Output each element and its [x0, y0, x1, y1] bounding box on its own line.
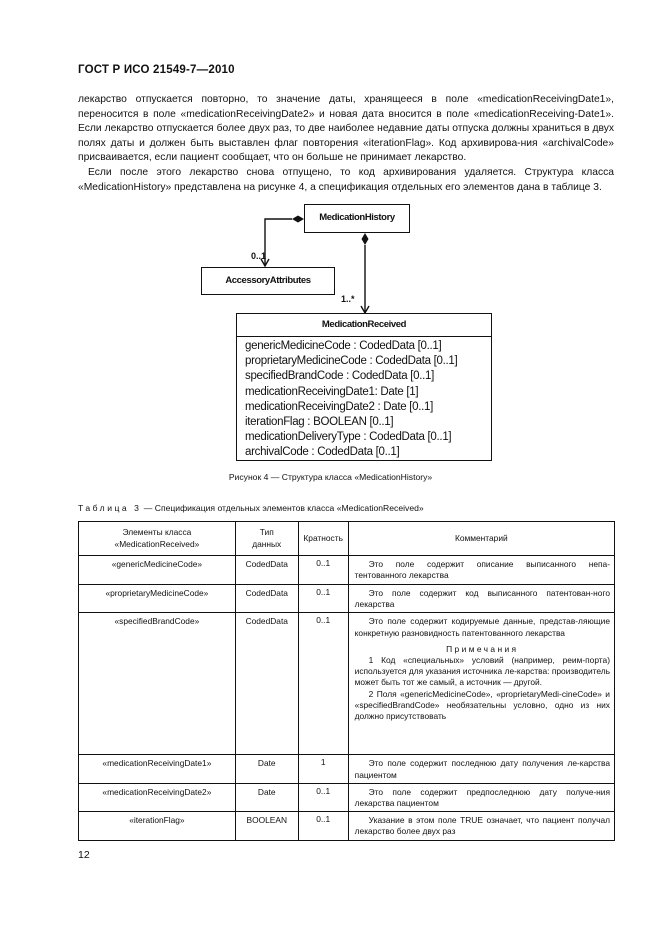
- figure-caption: Рисунок 4 — Структура класса «MedicationHistory»: [228, 472, 433, 482]
- table-row: [79, 755, 615, 783]
- aggregation-diamond-icon: [362, 233, 369, 245]
- class-medication-received: [236, 313, 492, 461]
- cell-element: «proprietaryMedicineCode»: [79, 585, 236, 613]
- class-title: MedicationHistory: [319, 212, 395, 223]
- table-header-row: [79, 522, 615, 556]
- table-row: [79, 585, 615, 613]
- paragraph-1: лекарство отпускается повторно, то значение даты, хранящееся в поле «medicationReceivingDate1», переносится в поле «medicationReceivingDate2» и новая дата вносится в поле «medicationReceiving-Date1». Если лекарство отпускается более двух раз, то две наиболее недавние даты отпуска должны храниться в двух полях даты и должен быть выставлен флаг повторения «iterationFlag». Код архивирова-ния «archivalCode» присваивается, если пациент сообщает, что он больше не принимает лекарство.: [78, 94, 614, 164]
- cell-comment: Это поле содержит последнюю дату получения ле-карства пациентом: [348, 755, 614, 783]
- cell-multiplicity: 0..1: [298, 812, 348, 840]
- cell-multiplicity: 1: [298, 755, 348, 783]
- cell-element: «iterationFlag»: [79, 812, 236, 840]
- cell-comment: Это поле содержит кодируемые данные, представ-ляющие конкретную разновидность патентованного лекарства Примечания 1 Код «специальных» условий (например, реим-порта) используется для указания источника ле-карства: производитель может быть тот же самый, а источник — другой. 2 Поля «genericMedicineCode», «proprietaryMedi-cineCode» и «specifiedBrandCode» необязательны условно, одно из них должно присутствовать: [348, 613, 614, 755]
- note-1: 1 Код «специальных» условий (например, реим-порта) используется для указания источника ле-карства: производитель может быть тот же самый, а источник — другой.: [354, 655, 610, 688]
- cell-multiplicity: 0..1: [298, 556, 348, 585]
- cell-comment: Это поле содержит код выписанного патентован-ного лекарства: [348, 585, 614, 613]
- document-header: ГОСТ Р ИСО 21549-7—2010: [78, 64, 235, 76]
- cell-multiplicity: 0..1: [298, 783, 348, 811]
- table-number: Таблица 3: [78, 503, 142, 513]
- cell-type: Date: [235, 755, 298, 783]
- header-type: Тип данных: [235, 522, 298, 556]
- attribute: medicationReceivingDate1: Date [1]: [245, 385, 419, 398]
- table-row: [79, 613, 615, 755]
- cell-element: «medicationReceivingDate2»: [79, 783, 236, 811]
- cell-type: CodedData: [235, 585, 298, 613]
- paragraph-2: Если после этого лекарство снова отпущено, то код архивирования удаляется. Структура класса «MedicationHistory» представлена на рисунке 4, а спецификация отдельных его элементов дана в таблице 3.: [78, 166, 614, 193]
- header-elements: Элементы класса «MedicationReceived»: [79, 522, 236, 556]
- note-heading: Примечания: [446, 643, 519, 654]
- class-title: MedicationReceived: [237, 314, 491, 337]
- cell-comment: Указание в этом поле TRUE означает, что пациент получал лекарство более двух раз: [348, 812, 614, 840]
- cell-multiplicity: 0..1: [298, 613, 348, 755]
- attribute: proprietaryMedicineCode : CodedData [0..1]: [245, 355, 458, 368]
- attribute: medicationReceivingDate2 : Date [0..1]: [245, 400, 434, 413]
- attribute: medicationDeliveryType : CodedData [0..1]: [245, 431, 452, 444]
- page-number: 12: [78, 849, 90, 861]
- cell-type: BOOLEAN: [235, 812, 298, 840]
- attribute: iterationFlag : BOOLEAN [0..1]: [245, 416, 394, 429]
- table-title-text: — Спецификация отдельных элементов класса «MedicationReceived»: [141, 503, 424, 513]
- multiplicity-received: 1..*: [341, 294, 355, 304]
- table-title: [78, 503, 424, 513]
- specification-table: [78, 521, 615, 841]
- attribute: specifiedBrandCode : CodedData [0..1]: [245, 370, 434, 383]
- attribute: genericMedicineCode : CodedData [0..1]: [245, 340, 442, 352]
- cell-type: Date: [235, 783, 298, 811]
- cell-type: CodedData: [235, 613, 298, 755]
- class-accessory-attributes: [201, 267, 335, 295]
- aggregation-diamond-icon: [292, 216, 304, 223]
- cell-element: «genericMedicineCode»: [79, 556, 236, 585]
- cell-element: «medicationReceivingDate1»: [79, 755, 236, 783]
- class-medication-history: [304, 204, 410, 233]
- cell-multiplicity: 0..1: [298, 585, 348, 613]
- class-title: AccessoryAttributes: [225, 275, 311, 286]
- connector-accessory: [265, 219, 292, 266]
- class-attributes: [237, 337, 491, 461]
- cell-element: «specifiedBrandCode»: [79, 613, 236, 755]
- attribute: archivalCode : CodedData [0..1]: [245, 446, 400, 459]
- table-row: [79, 556, 615, 585]
- table-row: [79, 812, 615, 840]
- table-row: [79, 783, 615, 811]
- cell-type: CodedData: [235, 556, 298, 585]
- header-multiplicity: Кратность: [298, 522, 348, 556]
- note-2: 2 Поля «genericMedicineCode», «proprietaryMedi-cineCode» и «specifiedBrandCode» необязательны условно, одно из них должно присутствовать: [354, 688, 610, 722]
- header-comment: Комментарий: [348, 522, 614, 556]
- multiplicity-accessory: 0..1: [251, 251, 267, 261]
- cell-comment: Это поле содержит предпоследнюю дату получе-ния лекарства пациентом: [348, 783, 614, 811]
- cell-comment: Это поле содержит описание выписанного непа-тентованного лекарства: [348, 556, 614, 585]
